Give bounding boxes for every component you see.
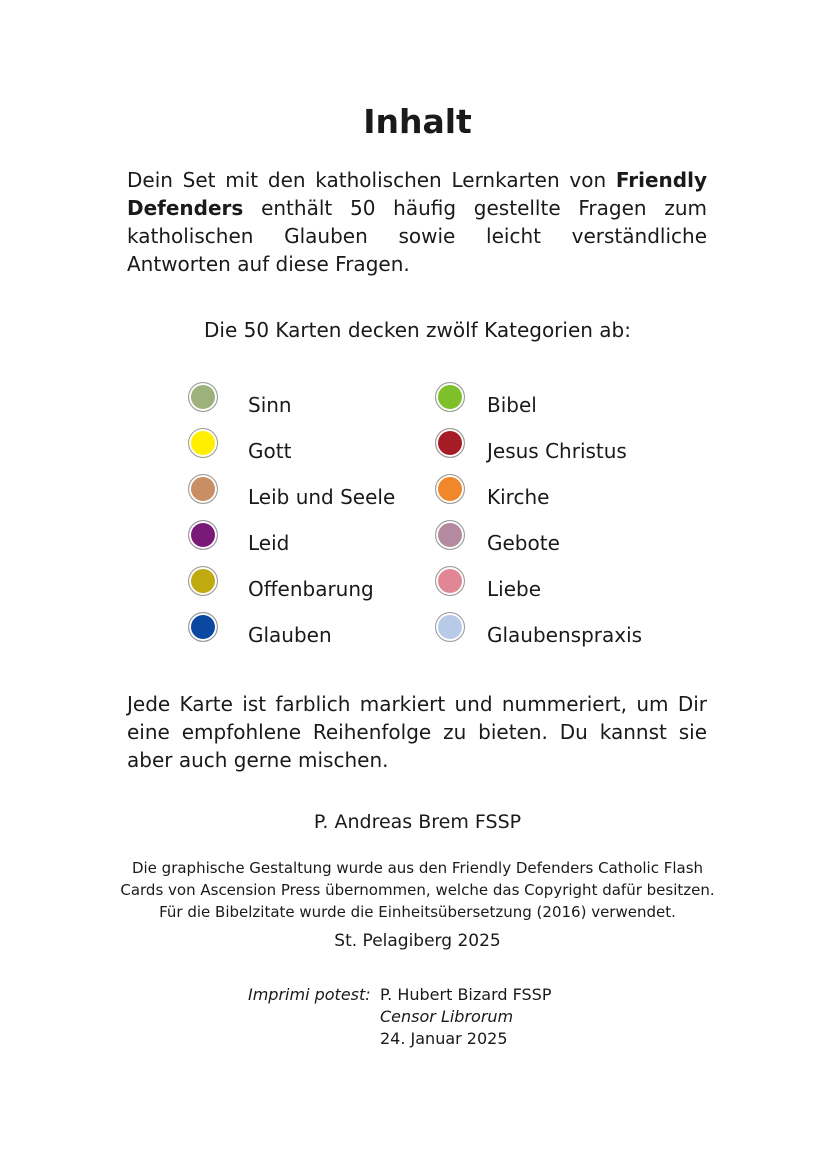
intro-paragraph: [127, 166, 707, 278]
imprimi-potest-block: [380, 984, 551, 1050]
category-label: Leib und Seele: [248, 485, 396, 509]
category-label: Liebe: [487, 577, 542, 601]
credits-line: Cards von Ascension Press übernommen, welche das Copyright dafür besitzen.: [120, 881, 715, 899]
category-color-dot-icon: [188, 566, 218, 596]
category-color-dot-icon: [435, 566, 465, 596]
page-title: Inhalt: [363, 102, 472, 141]
category-label: Sinn: [248, 393, 292, 417]
imprimi-date: 24. Januar 2025: [380, 1029, 508, 1048]
category-color-dot-icon: [435, 612, 465, 642]
censor-role: Censor Librorum: [380, 1007, 514, 1026]
censor-name: P. Hubert Bizard FSSP: [380, 985, 552, 1004]
brand-name: Friendly Defenders: [127, 168, 707, 220]
category-label: Glauben: [248, 623, 332, 647]
intro-text-after: enthält 50 häufig gestellte Fragen zum katholischen Glauben sowie leicht verständliche Antworten auf diese Fragen.: [127, 196, 707, 276]
category-color-dot-icon: [188, 612, 218, 642]
author-signature: P. Andreas Brem FSSP: [313, 811, 522, 833]
category-label: Glaubenspraxis: [487, 623, 643, 647]
imprimi-potest-label: Imprimi potest:: [248, 985, 371, 1004]
categories-heading: Die 50 Karten decken zwölf Kategorien ab:: [203, 318, 631, 342]
category-color-dot-icon: [435, 520, 465, 550]
credits-line: Für die Bibelzitate wurde die Einheitsübersetzung (2016) verwendet.: [159, 903, 676, 921]
credits-note: [100, 857, 735, 923]
category-color-dot-icon: [188, 382, 218, 412]
category-color-dot-icon: [435, 474, 465, 504]
category-label: Gott: [248, 439, 292, 463]
category-label: Kirche: [487, 485, 550, 509]
category-color-dot-icon: [188, 428, 218, 458]
category-color-dot-icon: [435, 428, 465, 458]
category-label: Gebote: [487, 531, 560, 555]
intro-text-before: Dein Set mit den katholischen Lernkarten von: [127, 168, 616, 192]
category-label: Leid: [248, 531, 290, 555]
credits-line: Die graphische Gestaltung wurde aus den Friendly Defenders Catholic Flash: [131, 859, 704, 877]
outro-paragraph: Jede Karte ist farblich markiert und nummeriert, um Dir eine empfohlene Reihenfolge zu bieten. Du kannst sie aber auch gerne mischen.: [127, 692, 707, 772]
category-color-dot-icon: [188, 520, 218, 550]
category-label: Jesus Christus: [487, 439, 627, 463]
category-color-dot-icon: [435, 382, 465, 412]
category-color-dot-icon: [188, 474, 218, 504]
category-label: Offenbarung: [248, 577, 374, 601]
category-label: Bibel: [487, 393, 537, 417]
place-date: St. Pelagiberg 2025: [334, 931, 501, 951]
